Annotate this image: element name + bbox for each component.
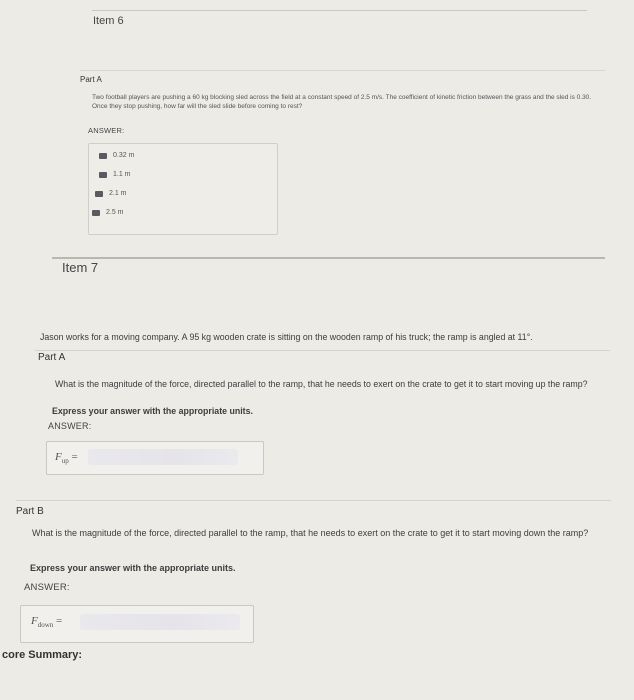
item7-intro: Jason works for a moving company. A 95 kg wooden crate is sitting on the wooden ramp of his truck; the ramp is angled at 11°. <box>40 332 533 342</box>
item7-part-b-instruction: Express your answer with the appropriate units. <box>30 563 236 573</box>
item6-answer-label: ANSWER: <box>88 126 125 135</box>
radio-filled-icon[interactable] <box>92 210 100 216</box>
f-up-input[interactable] <box>88 449 238 465</box>
item7-part-a-question: What is the magnitude of the force, directed parallel to the ramp, that he needs to exert on the crate to get it to start moving up the ramp? <box>55 379 588 389</box>
radio-filled-icon[interactable] <box>99 153 107 159</box>
item7-part-b-label: Part B <box>16 506 44 517</box>
item6-question: Two football players are pushing a 60 kg blocking sled across the field at a constant speed of 2.5 m/s. The coefficient of kinetic friction between the grass and the sled is 0.30. Once they stop pushing, how far will the sled slide before coming to rest? <box>92 94 592 110</box>
f-up-variable: $F_{up}$ = <box>55 451 78 466</box>
item7-part-a-instruction: Express your answer with the appropriate units. <box>52 406 253 416</box>
item6-title: Item 6 <box>93 15 124 27</box>
item7-part-b-answer-label: ANSWER: <box>24 582 70 593</box>
f-down-variable: $F_{down}$ = <box>31 615 63 630</box>
item7-part-a-divider <box>35 350 610 351</box>
item7-title: Item 7 <box>62 260 99 275</box>
item6-part-a-divider <box>80 70 605 71</box>
item7-divider <box>52 257 605 259</box>
item6-part-a-label: Part A <box>80 75 102 84</box>
item6-choice-1[interactable]: 0.32 m <box>99 152 134 159</box>
top-divider <box>92 10 587 11</box>
item6-choice-4[interactable]: 2.5 m <box>92 209 124 216</box>
score-summary-heading: core Summary: <box>2 649 83 661</box>
item7-part-b-question: What is the magnitude of the force, directed parallel to the ramp, that he needs to exert on the crate to get it to start moving down the ramp? <box>32 528 589 538</box>
f-down-input[interactable] <box>80 614 240 630</box>
item6-choice-2[interactable]: 1.1 m <box>99 171 131 178</box>
radio-filled-icon[interactable] <box>99 172 107 178</box>
item7-part-b-divider <box>16 500 611 501</box>
item6-choice-3[interactable]: 2.1 m <box>95 190 127 197</box>
item7-part-a-label: Part A <box>38 352 66 363</box>
radio-filled-icon[interactable] <box>95 191 103 197</box>
item7-part-a-answer-label: ANSWER: <box>48 421 92 431</box>
